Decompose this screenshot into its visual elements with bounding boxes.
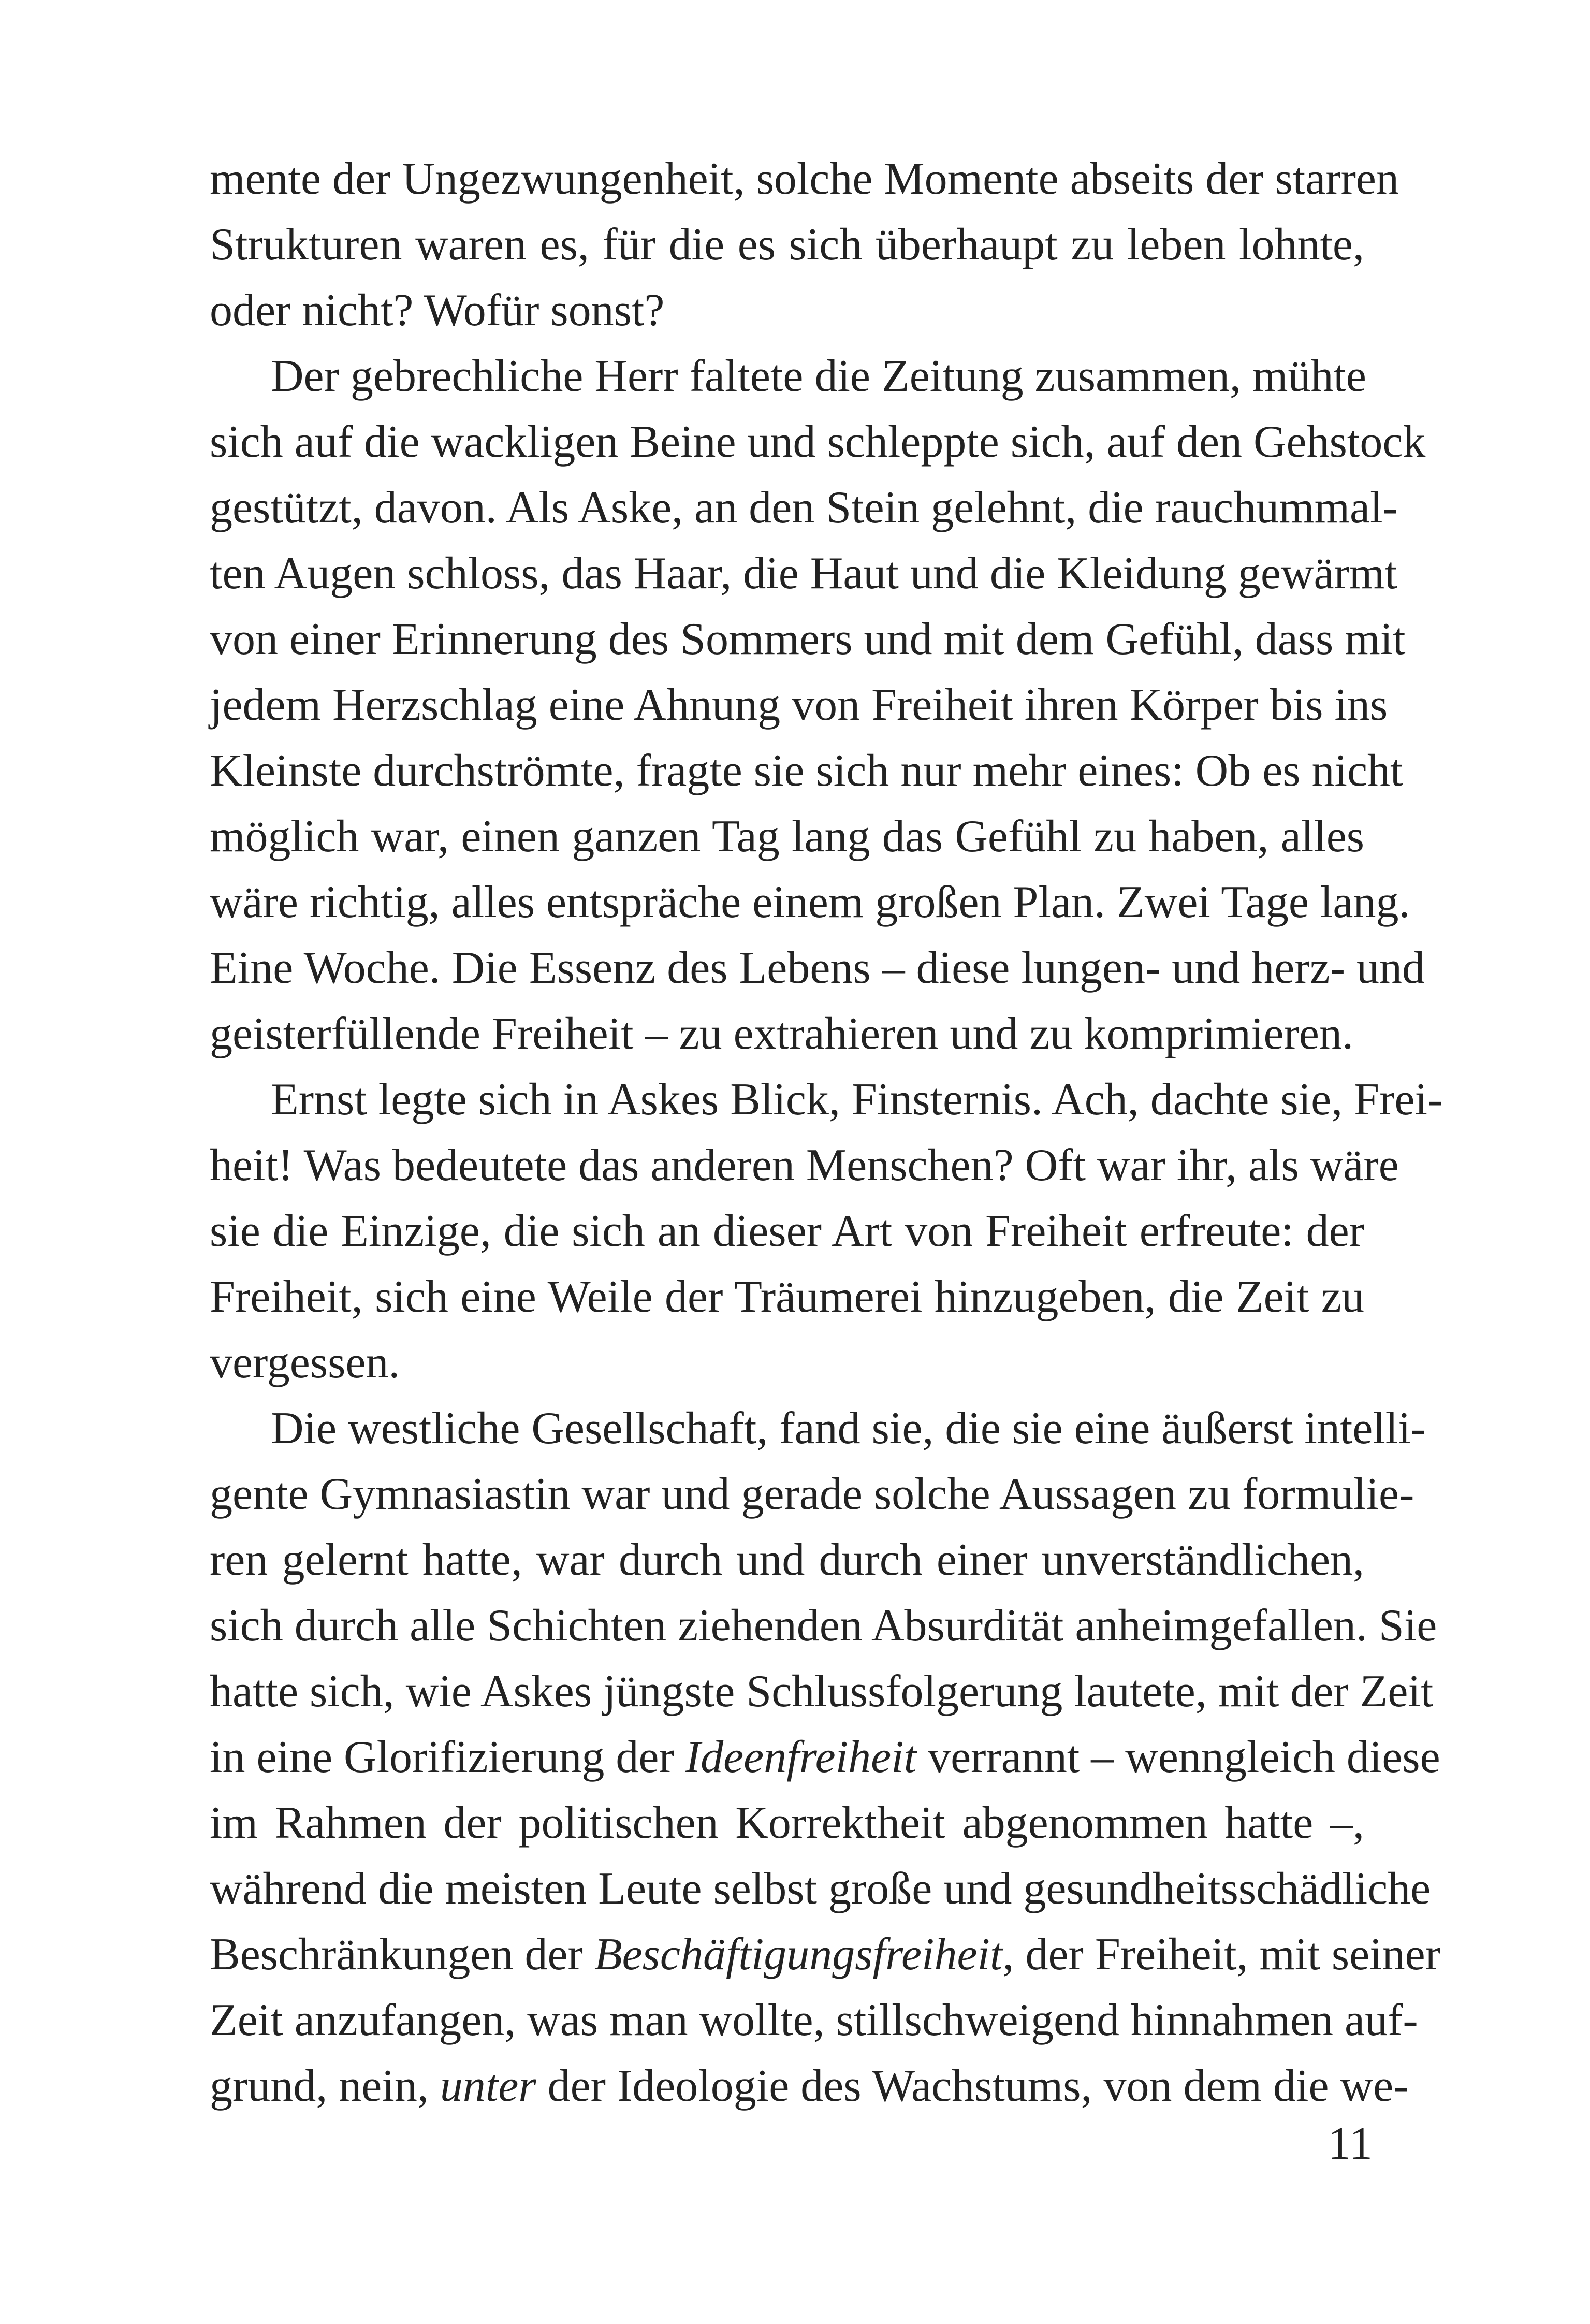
text-span: grund, nein, xyxy=(210,2061,440,2111)
text-span: sich auf die wackligen Beine und schleppte sich, auf den Gehstock xyxy=(210,417,1426,467)
text-line xyxy=(210,212,1364,278)
text-span: wäre richtig, alles entspräche einem großen Plan. Zwei Tage lang. xyxy=(210,877,1410,927)
text-span: Ernst legte sich in Askes Blick, Finsternis. Ach, dachte sie, Frei- xyxy=(271,1074,1443,1125)
text-line xyxy=(210,541,1397,606)
text-span: Der gebrechliche Herr faltete die Zeitung zusammen, mühte xyxy=(271,351,1366,401)
text-line xyxy=(210,1264,1364,1330)
text-span: oder nicht? Wofür sonst? xyxy=(210,285,665,336)
text-span: verrannt – wenngleich diese xyxy=(916,1732,1440,1782)
text-span: Beschränkungen der xyxy=(210,1929,594,1980)
text-line xyxy=(210,1856,1431,1922)
text-line xyxy=(210,935,1425,1001)
text-line xyxy=(210,1461,1414,1527)
text-span: geisterfüllende Freiheit – zu extrahieren und zu komprimieren. xyxy=(210,1009,1353,1059)
text-span: Kleinste durchströmte, fragte sie sich nur mehr eines: Ob es nicht xyxy=(210,746,1403,796)
text-span: der Ideologie des Wachstums, von dem die we- xyxy=(536,2061,1409,2111)
italic-text: Ideenfreiheit xyxy=(685,1732,917,1782)
text-span: Strukturen waren es, für die es sich überhaupt zu leben lohnte, xyxy=(210,220,1364,270)
text-line xyxy=(210,1132,1399,1198)
text-span: Eine Woche. Die Essenz des Lebens – diese lungen- und herz- und xyxy=(210,943,1425,993)
text-span: sich durch alle Schichten ziehenden Absurdität anheimgefallen. Sie xyxy=(210,1601,1437,1651)
text-span: heit! Was bedeutete das anderen Menschen? Oft war ihr, als wäre xyxy=(210,1140,1399,1190)
page-number: 11 xyxy=(1328,2118,1373,2169)
text-span: vergessen. xyxy=(210,1338,400,1388)
text-line xyxy=(210,1527,1364,1593)
text-line xyxy=(210,278,1364,343)
text-span: Die westliche Gesellschaft, fand sie, die sie eine äußerst intelli- xyxy=(271,1403,1426,1454)
text-line xyxy=(210,672,1388,738)
text-line xyxy=(210,606,1406,672)
text-line xyxy=(210,1001,1364,1067)
text-line xyxy=(210,1067,1443,1132)
text-line xyxy=(210,1198,1364,1264)
text-span: während die meisten Leute selbst große und gesundheitsschädliche xyxy=(210,1864,1431,1914)
text-span: hatte sich, wie Askes jüngste Schlussfolgerung lautete, mit der Zeit xyxy=(210,1666,1434,1717)
text-line xyxy=(210,1922,1440,1987)
text-span: ren gelernt hatte, war durch und durch einer unverständlichen, xyxy=(210,1535,1364,1585)
text-span: sie die Einzige, die sich an dieser Art von Freiheit erfreute: der xyxy=(210,1206,1364,1256)
text-line xyxy=(210,409,1426,475)
text-line xyxy=(210,869,1410,935)
text-span: von einer Erinnerung des Sommers und mit dem Gefühl, dass mit xyxy=(210,614,1406,664)
text-span: in eine Glorifizierung der xyxy=(210,1732,685,1782)
text-line xyxy=(210,804,1364,869)
text-span: Freiheit, sich eine Weile der Träumerei hinzugeben, die Zeit zu xyxy=(210,1272,1364,1322)
text-span: jedem Herzschlag eine Ahnung von Freiheit ihren Körper bis ins xyxy=(210,680,1388,730)
text-line xyxy=(210,343,1364,409)
text-line xyxy=(210,475,1398,541)
text-line xyxy=(210,738,1403,804)
text-span: , der Freiheit, mit seiner xyxy=(1002,1929,1440,1980)
text-span: mente der Ungezwungenheit, solche Momente abseits der starren xyxy=(210,154,1399,204)
text-line xyxy=(210,1396,1426,1461)
text-span: ten Augen schloss, das Haar, die Haut und die Kleidung gewärmt xyxy=(210,548,1397,599)
text-line xyxy=(210,1659,1434,1724)
text-line xyxy=(210,146,1399,212)
text-line xyxy=(210,1987,1418,2053)
text-line xyxy=(210,1593,1437,1659)
italic-text: unter xyxy=(440,2061,536,2111)
text-span: Zeit anzufangen, was man wollte, stillschweigend hinnahmen auf- xyxy=(210,1995,1418,2045)
italic-text: Beschäftigungsfreiheit xyxy=(594,1929,1003,1980)
text-span: gente Gymnasiastin war und gerade solche Aussagen zu formulie- xyxy=(210,1469,1414,1519)
body-text xyxy=(210,146,1443,2119)
text-line xyxy=(210,1724,1440,1790)
text-line xyxy=(210,1790,1364,1856)
text-span: im Rahmen der politischen Korrektheit abgenommen hatte –, xyxy=(210,1798,1364,1848)
text-line xyxy=(210,1330,1364,1396)
text-line xyxy=(210,2053,1409,2119)
text-span: möglich war, einen ganzen Tag lang das Gefühl zu haben, alles xyxy=(210,811,1364,862)
text-span: gestützt, davon. Als Aske, an den Stein gelehnt, die rauchummal- xyxy=(210,483,1398,533)
